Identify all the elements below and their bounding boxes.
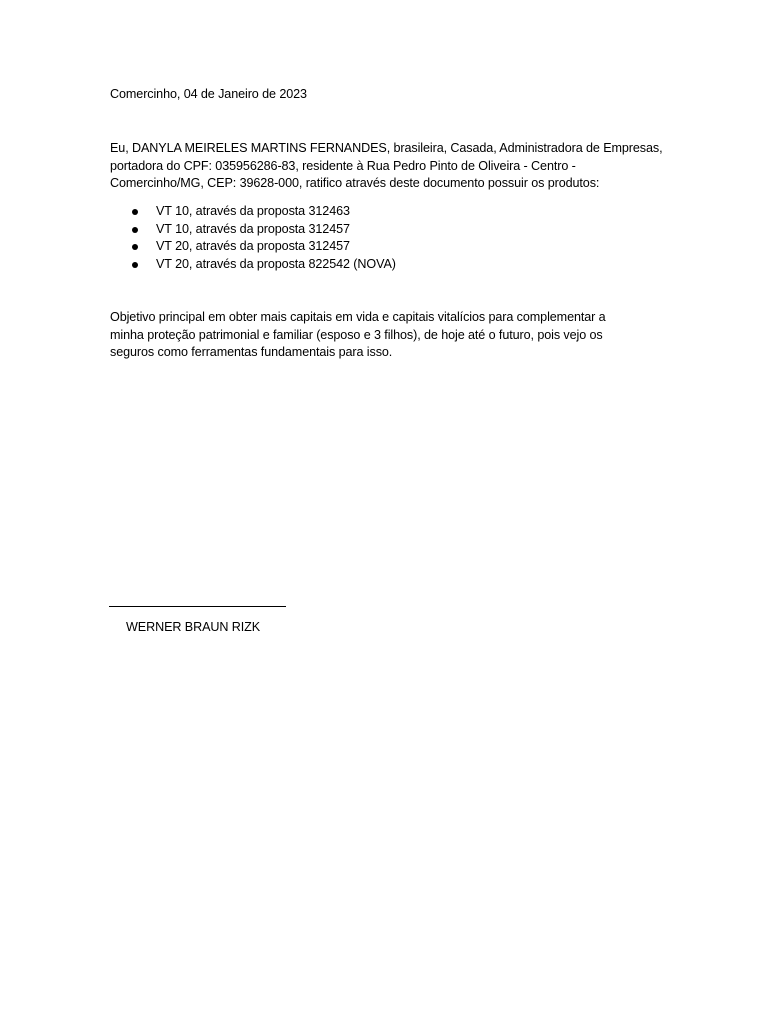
product-list — [130, 203, 630, 273]
list-item — [130, 238, 630, 256]
paragraph-line: minha proteção patrimonial e familiar (esposo e 3 filhos), de hoje até o futuro, pois vejo os — [110, 327, 603, 342]
paragraph-line: Comercinho/MG, CEP: 39628-000, ratifico através deste documento possuir os produtos: — [110, 176, 600, 190]
paragraph-line: Objetivo principal em obter mais capitais em vida e capitais vitalícios para complementar a — [110, 310, 606, 324]
bullet-icon — [132, 244, 138, 250]
paragraph-line: seguros como ferramentas fundamentais para isso. — [110, 345, 393, 359]
list-item — [130, 203, 630, 221]
bullet-icon — [132, 262, 138, 268]
product-text: VT 20, através da proposta 312457 — [156, 239, 350, 253]
bullet-icon — [132, 209, 138, 215]
list-item — [130, 256, 630, 274]
bullet-icon — [132, 227, 138, 233]
date-line: Comercinho, 04 de Janeiro de 2023 — [110, 87, 307, 101]
product-text: VT 10, através da proposta 312457 — [156, 221, 350, 236]
declaration-paragraph — [110, 140, 670, 193]
objective-paragraph — [110, 309, 670, 362]
paragraph-line: portadora do CPF: 035956286-83, residente à Rua Pedro Pinto de Oliveira - Centro - — [110, 158, 576, 173]
product-text: VT 10, através da proposta 312463 — [156, 204, 350, 218]
signature-line — [109, 606, 286, 607]
product-text: VT 20, através da proposta 822542 (NOVA) — [156, 256, 396, 271]
signature-name: WERNER BRAUN RIZK — [126, 620, 261, 634]
list-item — [130, 221, 630, 239]
paragraph-line: Eu, DANYLA MEIRELES MARTINS FERNANDES, brasileira, Casada, Administradora de Empresas, — [110, 141, 663, 155]
